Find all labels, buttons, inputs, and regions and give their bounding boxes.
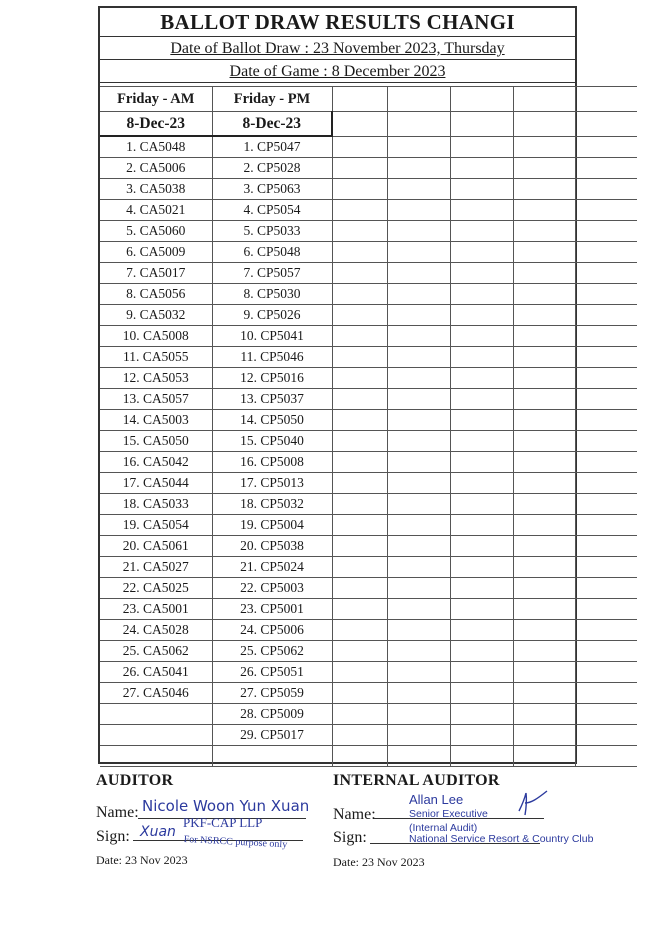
pm-entry: 18. CP5032 xyxy=(212,494,332,515)
empty-cell xyxy=(575,473,637,494)
empty-cell xyxy=(575,179,637,200)
table-row xyxy=(100,431,637,452)
pm-entry: 16. CP5008 xyxy=(212,452,332,473)
pm-entry: 21. CP5024 xyxy=(212,557,332,578)
table-row xyxy=(100,473,637,494)
pm-entry: 22. CP5003 xyxy=(212,578,332,599)
empty-cell xyxy=(450,599,513,620)
column-date-am: 8-Dec-23 xyxy=(100,112,212,137)
empty-cell xyxy=(575,431,637,452)
empty-cell xyxy=(575,662,637,683)
pm-entry: 3. CP5063 xyxy=(212,179,332,200)
empty-cell xyxy=(332,662,387,683)
empty-cell xyxy=(575,725,637,746)
empty-cell xyxy=(450,536,513,557)
am-entry: 26. CA5041 xyxy=(100,662,212,683)
empty-cell xyxy=(387,473,450,494)
empty-cell xyxy=(575,578,637,599)
column-header-am: Friday - AM xyxy=(100,87,212,112)
am-entry: 25. CA5062 xyxy=(100,641,212,662)
column-date-pm: 8-Dec-23 xyxy=(212,112,332,137)
table-row xyxy=(100,494,637,515)
empty-cell xyxy=(450,641,513,662)
empty-cell xyxy=(575,242,637,263)
am-entry: 12. CA5053 xyxy=(100,368,212,389)
empty-cell xyxy=(513,683,575,704)
empty-cell xyxy=(513,305,575,326)
empty-cell xyxy=(450,347,513,368)
empty-cell xyxy=(387,221,450,242)
empty-cell xyxy=(450,452,513,473)
empty-cell xyxy=(450,515,513,536)
table-row xyxy=(100,536,637,557)
empty-cell xyxy=(575,284,637,305)
empty-cell xyxy=(387,494,450,515)
empty-cell xyxy=(332,221,387,242)
empty-cell xyxy=(450,704,513,725)
am-entry xyxy=(100,725,212,746)
am-entry: 22. CA5025 xyxy=(100,578,212,599)
empty-cell xyxy=(575,221,637,242)
am-entry: 7. CA5017 xyxy=(100,263,212,284)
am-entry: 27. CA5046 xyxy=(100,683,212,704)
empty-cell xyxy=(513,410,575,431)
empty-cell xyxy=(450,326,513,347)
am-entry: 10. CA5008 xyxy=(100,326,212,347)
empty-cell xyxy=(332,263,387,284)
draw-date: Date of Ballot Draw : 23 November 2023, Thursday xyxy=(100,37,575,60)
empty-cell xyxy=(575,368,637,389)
internal-auditor-name-label: Name: xyxy=(333,806,376,823)
empty-cell xyxy=(332,200,387,221)
column-header-row xyxy=(100,87,637,112)
empty-cell xyxy=(387,179,450,200)
am-entry: 14. CA5003 xyxy=(100,410,212,431)
empty-cell xyxy=(387,368,450,389)
table-row xyxy=(100,557,637,578)
empty-cell xyxy=(575,326,637,347)
empty-cell xyxy=(387,599,450,620)
empty-cell xyxy=(450,221,513,242)
empty-cell xyxy=(450,662,513,683)
game-date: Date of Game : 8 December 2023 xyxy=(100,60,575,83)
table-row xyxy=(100,452,637,473)
am-entry: 19. CA5054 xyxy=(100,515,212,536)
pm-entry: 9. CP5026 xyxy=(212,305,332,326)
pm-entry: 29. CP5017 xyxy=(212,725,332,746)
empty-cell xyxy=(450,620,513,641)
pm-entry: 10. CP5041 xyxy=(212,326,332,347)
page-title: BALLOT DRAW RESULTS CHANGI xyxy=(100,8,575,37)
empty-cell xyxy=(513,515,575,536)
empty-cell xyxy=(387,725,450,746)
empty-cell xyxy=(387,263,450,284)
empty-cell xyxy=(575,263,637,284)
am-entry: 11. CA5055 xyxy=(100,347,212,368)
table-row xyxy=(100,620,637,641)
pm-entry: 7. CP5057 xyxy=(212,263,332,284)
am-entry: 13. CA5057 xyxy=(100,389,212,410)
pm-entry: 19. CP5004 xyxy=(212,515,332,536)
table-row xyxy=(100,305,637,326)
internal-auditor-block xyxy=(333,772,593,790)
table-row xyxy=(100,578,637,599)
empty-cell xyxy=(575,557,637,578)
empty-cell xyxy=(450,242,513,263)
empty-cell xyxy=(332,473,387,494)
table-row xyxy=(100,410,637,431)
table-row xyxy=(100,662,637,683)
pm-entry xyxy=(212,746,332,767)
empty-cell xyxy=(513,179,575,200)
empty-cell xyxy=(387,347,450,368)
empty-cell xyxy=(332,179,387,200)
empty-cell xyxy=(387,158,450,179)
empty-cell xyxy=(387,578,450,599)
empty-cell xyxy=(513,662,575,683)
empty-cell xyxy=(332,305,387,326)
pm-entry: 20. CP5038 xyxy=(212,536,332,557)
empty-cell xyxy=(513,578,575,599)
empty-cell xyxy=(450,179,513,200)
empty-cell xyxy=(332,557,387,578)
table-row xyxy=(100,725,637,746)
pm-entry: 1. CP5047 xyxy=(212,136,332,158)
am-entry: 1. CA5048 xyxy=(100,136,212,158)
empty-cell xyxy=(450,431,513,452)
empty-cell xyxy=(513,641,575,662)
empty-cell xyxy=(575,494,637,515)
table-row xyxy=(100,347,637,368)
pm-entry: 12. CP5016 xyxy=(212,368,332,389)
empty-cell xyxy=(387,683,450,704)
empty-cell xyxy=(575,305,637,326)
empty-cell xyxy=(450,368,513,389)
auditor-name-label: Name: xyxy=(96,804,139,821)
empty-cell xyxy=(575,641,637,662)
empty-cell xyxy=(387,200,450,221)
empty-cell xyxy=(450,158,513,179)
empty-cell xyxy=(332,326,387,347)
empty-cell xyxy=(513,136,575,158)
am-entry xyxy=(100,704,212,725)
empty-cell xyxy=(332,389,387,410)
empty-cell xyxy=(450,557,513,578)
empty-cell xyxy=(575,389,637,410)
table-row xyxy=(100,746,637,767)
pm-entry: 27. CP5059 xyxy=(212,683,332,704)
auditor-signature: Xuan xyxy=(140,824,176,840)
am-entry: 6. CA5009 xyxy=(100,242,212,263)
empty-cell xyxy=(450,389,513,410)
auditor-heading: AUDITOR xyxy=(96,772,174,789)
empty-cell xyxy=(513,263,575,284)
empty-cell xyxy=(513,557,575,578)
column-date-row xyxy=(100,112,637,137)
empty-cell xyxy=(332,536,387,557)
empty-cell xyxy=(387,536,450,557)
table-row xyxy=(100,221,637,242)
column-header-pm: Friday - PM xyxy=(212,87,332,112)
empty-cell xyxy=(332,431,387,452)
empty-cell xyxy=(513,746,575,767)
empty-cell xyxy=(387,305,450,326)
table-row xyxy=(100,389,637,410)
empty-cell xyxy=(575,410,637,431)
am-entry: 2. CA5006 xyxy=(100,158,212,179)
table-row xyxy=(100,599,637,620)
empty-cell xyxy=(575,347,637,368)
results-table xyxy=(100,86,637,767)
empty-cell xyxy=(513,473,575,494)
internal-auditor-signature-icon xyxy=(513,789,553,819)
auditor-firm-stamp: PKF-CAP LLP xyxy=(183,815,263,830)
empty-cell xyxy=(450,284,513,305)
empty-cell xyxy=(387,620,450,641)
am-entry: 21. CA5027 xyxy=(100,557,212,578)
pm-entry: 6. CP5048 xyxy=(212,242,332,263)
pm-entry: 5. CP5033 xyxy=(212,221,332,242)
empty-cell xyxy=(332,704,387,725)
empty-cell xyxy=(575,620,637,641)
table-row xyxy=(100,200,637,221)
empty-cell xyxy=(387,452,450,473)
empty-cell xyxy=(332,347,387,368)
ballot-sheet xyxy=(98,6,577,764)
empty-cell xyxy=(332,599,387,620)
am-entry: 4. CA5021 xyxy=(100,200,212,221)
pm-entry: 8. CP5030 xyxy=(212,284,332,305)
empty-cell xyxy=(513,242,575,263)
empty-cell xyxy=(387,284,450,305)
empty-cell xyxy=(575,452,637,473)
empty-cell xyxy=(332,158,387,179)
am-entry: 8. CA5056 xyxy=(100,284,212,305)
table-row xyxy=(100,515,637,536)
empty-cell xyxy=(450,746,513,767)
empty-cell xyxy=(332,578,387,599)
empty-cell xyxy=(387,515,450,536)
empty-cell xyxy=(387,557,450,578)
auditor-date: Date: 23 Nov 2023 xyxy=(96,853,188,867)
empty-cell xyxy=(332,746,387,767)
pm-entry: 25. CP5062 xyxy=(212,641,332,662)
empty-cell xyxy=(513,284,575,305)
empty-cell xyxy=(332,620,387,641)
empty-cell xyxy=(387,431,450,452)
table-row xyxy=(100,179,637,200)
pm-entry: 13. CP5037 xyxy=(212,389,332,410)
empty-cell xyxy=(387,641,450,662)
empty-cell xyxy=(513,620,575,641)
empty-cell xyxy=(513,158,575,179)
empty-cell xyxy=(575,746,637,767)
empty-cell xyxy=(332,136,387,158)
table-row xyxy=(100,326,637,347)
am-entry: 20. CA5061 xyxy=(100,536,212,557)
pm-entry: 2. CP5028 xyxy=(212,158,332,179)
am-entry: 9. CA5032 xyxy=(100,305,212,326)
internal-auditor-org-stamp: National Service Resort & Country Club xyxy=(409,833,594,845)
empty-cell xyxy=(513,347,575,368)
table-row xyxy=(100,368,637,389)
empty-cell xyxy=(387,136,450,158)
empty-cell xyxy=(387,242,450,263)
empty-cell xyxy=(575,515,637,536)
empty-cell xyxy=(387,704,450,725)
empty-cell xyxy=(450,200,513,221)
internal-auditor-name-stamp: Allan Lee xyxy=(409,792,464,807)
empty-cell xyxy=(332,683,387,704)
pm-entry: 23. CP5001 xyxy=(212,599,332,620)
empty-cell xyxy=(450,494,513,515)
pm-entry: 14. CP5050 xyxy=(212,410,332,431)
empty-cell xyxy=(575,536,637,557)
pm-entry: 24. CP5006 xyxy=(212,620,332,641)
auditor-name-handwriting: Nicole Woon Yun Xuan xyxy=(142,797,310,815)
empty-cell xyxy=(575,136,637,158)
pm-entry: 4. CP5054 xyxy=(212,200,332,221)
table-row xyxy=(100,683,637,704)
empty-cell xyxy=(575,200,637,221)
empty-cell xyxy=(450,136,513,158)
empty-cell xyxy=(513,599,575,620)
empty-cell xyxy=(332,494,387,515)
am-entry: 18. CA5033 xyxy=(100,494,212,515)
internal-auditor-title-stamp: Senior Executive xyxy=(409,808,488,820)
am-entry: 17. CA5044 xyxy=(100,473,212,494)
empty-cell xyxy=(450,725,513,746)
empty-cell xyxy=(575,704,637,725)
empty-cell xyxy=(450,473,513,494)
am-entry: 24. CA5028 xyxy=(100,620,212,641)
pm-entry: 28. CP5009 xyxy=(212,704,332,725)
empty-cell xyxy=(387,326,450,347)
table-row xyxy=(100,704,637,725)
empty-cell xyxy=(387,410,450,431)
am-entry: 15. CA5050 xyxy=(100,431,212,452)
empty-cell xyxy=(513,536,575,557)
table-row xyxy=(100,158,637,179)
table-row xyxy=(100,284,637,305)
empty-cell xyxy=(513,368,575,389)
table-row xyxy=(100,242,637,263)
empty-cell xyxy=(332,284,387,305)
internal-auditor-heading: INTERNAL AUDITOR xyxy=(333,772,500,789)
internal-auditor-sign-label: Sign: xyxy=(333,829,367,846)
empty-cell xyxy=(387,389,450,410)
empty-cell xyxy=(450,683,513,704)
internal-auditor-sign-line xyxy=(370,843,540,844)
empty-cell xyxy=(332,452,387,473)
pm-entry: 17. CP5013 xyxy=(212,473,332,494)
empty-cell xyxy=(332,368,387,389)
empty-cell xyxy=(387,746,450,767)
auditor-block xyxy=(96,772,316,790)
empty-cell xyxy=(513,389,575,410)
empty-cell xyxy=(513,200,575,221)
empty-cell xyxy=(575,599,637,620)
pm-entry: 15. CP5040 xyxy=(212,431,332,452)
table-row xyxy=(100,263,637,284)
empty-cell xyxy=(575,683,637,704)
empty-cell xyxy=(387,662,450,683)
empty-cell xyxy=(513,704,575,725)
table-row xyxy=(100,136,637,158)
table-row xyxy=(100,641,637,662)
auditor-sign-label: Sign: xyxy=(96,828,130,845)
pm-entry: 26. CP5051 xyxy=(212,662,332,683)
empty-cell xyxy=(513,431,575,452)
am-entry xyxy=(100,746,212,767)
empty-cell xyxy=(332,515,387,536)
empty-cell xyxy=(332,641,387,662)
pm-entry: 11. CP5046 xyxy=(212,347,332,368)
empty-cell xyxy=(513,452,575,473)
am-entry: 16. CA5042 xyxy=(100,452,212,473)
am-entry: 5. CA5060 xyxy=(100,221,212,242)
empty-cell xyxy=(332,242,387,263)
empty-cell xyxy=(450,410,513,431)
empty-cell xyxy=(575,158,637,179)
empty-cell xyxy=(450,305,513,326)
empty-cell xyxy=(332,725,387,746)
empty-cell xyxy=(513,494,575,515)
empty-cell xyxy=(450,263,513,284)
auditor-purpose-stamp: For NSRCC purpose only xyxy=(183,834,288,851)
empty-cell xyxy=(513,221,575,242)
empty-cell xyxy=(450,578,513,599)
internal-auditor-dept-stamp: (Internal Audit) xyxy=(409,822,478,834)
empty-cell xyxy=(513,725,575,746)
am-entry: 3. CA5038 xyxy=(100,179,212,200)
empty-cell xyxy=(513,326,575,347)
empty-cell xyxy=(332,410,387,431)
internal-auditor-date: Date: 23 Nov 2023 xyxy=(333,855,425,869)
am-entry: 23. CA5001 xyxy=(100,599,212,620)
